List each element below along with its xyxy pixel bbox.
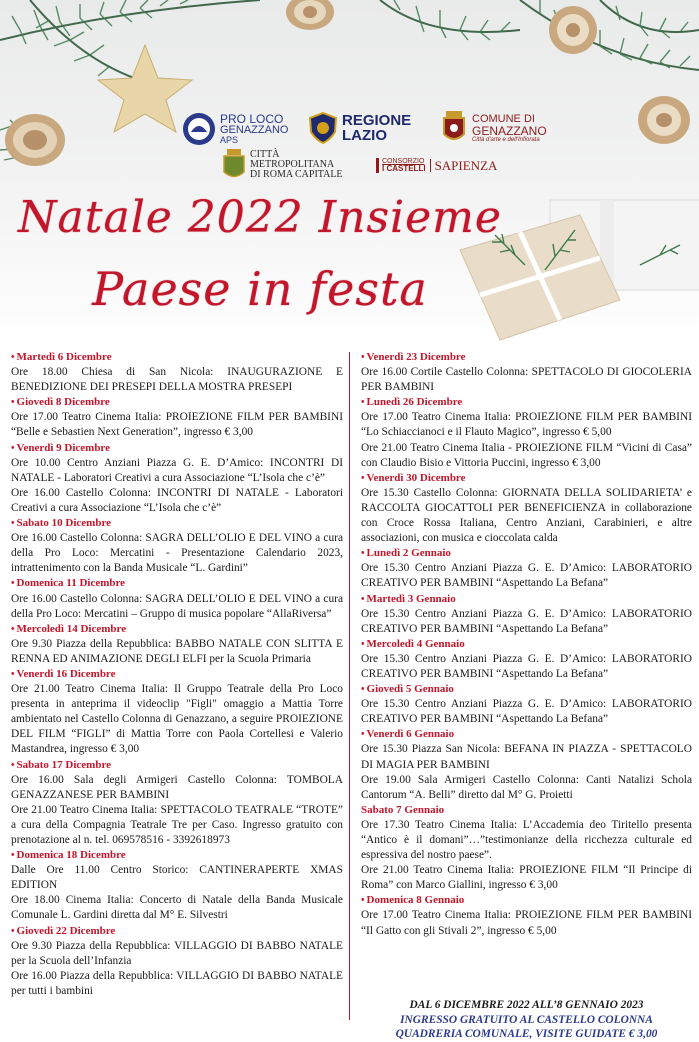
day-heading xyxy=(361,350,692,365)
day-label: Mercoledì 14 Dicembre xyxy=(16,622,127,635)
citta-crest-icon xyxy=(222,148,246,182)
event-text: Ore 17.00 Teatro Cinema Italia: PROIEZIONE FILM PER BAMBINI “Belle e Sebastien Next Generation”, ingresso € 3,00 xyxy=(11,411,343,439)
comune-genazzano-logo xyxy=(440,110,547,146)
bullet-icon: • xyxy=(361,352,365,363)
day-label: Mercoledì 4 Gennaio xyxy=(366,637,465,650)
proloco-line1: PRO LOCO xyxy=(220,112,284,126)
event-text: Ore 16.00 Castello Colonna: INCONTRI DI NATALE - Laboratori Creativi a cura Associazione “L’Isola che c’è” xyxy=(11,486,343,514)
day-label: Venerdì 16 Dicembre xyxy=(16,667,116,680)
event-text: Ore 17.00 Teatro Cinema Italia: PROIEZIONE FILM PER BAMBINI “Il Gatto con gli Stivali 2”, ingresso € 5,00 xyxy=(361,909,692,937)
day-heading xyxy=(361,893,692,908)
comune-line2: GENAZZANO xyxy=(472,123,547,138)
regione-shield-icon xyxy=(308,112,338,144)
bullet-icon: • xyxy=(11,925,15,937)
event-text: Ore 9.30 Piazza della Repubblica: VILLAGGIO DI BABBO NATALE per la Scuola dell’Infanzia xyxy=(11,939,343,967)
day-heading xyxy=(361,682,692,697)
footer-free-entry: INGRESSO GRATUITO AL CASTELLO COLONNA xyxy=(400,1013,653,1026)
event-text: Ore 21.00 Teatro Cinema Italia: SPETTACOLO TEATRALE “TROTE” a cura della Compagnia Teatrale Tre per Caso. Ingresso gratuito con prenotazione al n. tel. 069578516 - 3392618973 xyxy=(11,803,343,846)
bullet-icon: • xyxy=(361,729,365,741)
day-heading xyxy=(11,848,343,863)
bullet-icon: • xyxy=(361,593,365,605)
bullet-icon: • xyxy=(11,397,15,409)
citta-line2: METROPOLITANA xyxy=(250,159,335,170)
day-label: Martedì 6 Dicembre xyxy=(16,351,112,363)
event-text: Ore 15.30 Centro Anziani Piazza G. E. D’Amico: LABORATORIO CREATIVO PER BAMBINI “Aspettando La Befana” xyxy=(361,698,692,726)
day-heading xyxy=(11,924,343,939)
program-column-left xyxy=(11,350,343,999)
event-text: Ore 19.00 Sala Armigeri Castello Colonna: Canti Natalizi Schola Cantorum “A. Belli” diretto dal M° G. Proietti xyxy=(361,773,692,801)
day-label: Giovedì 22 Dicembre xyxy=(16,924,116,937)
bullet-icon: • xyxy=(11,352,15,363)
bullet-icon: • xyxy=(11,623,15,635)
event-text: Ore 17.00 Teatro Cinema Italia: PROIEZIONE FILM PER BAMBINI “Lo Schiaccianoci e il Flauto Magico”, ingresso € 5,00 xyxy=(361,411,692,439)
bullet-icon: • xyxy=(361,895,365,907)
day-label: Martedì 3 Gennaio xyxy=(366,592,456,605)
bullet-icon: • xyxy=(11,578,15,590)
event-text: Ore 15.30 Centro Anziani Piazza G. E. D’Amico: LABORATORIO CREATIVO PER BAMBINI “Aspettando La Befana” xyxy=(361,652,692,680)
day-label: Giovedì 8 Dicembre xyxy=(16,396,110,409)
title-line2: Paese in festa xyxy=(92,262,428,316)
day-label: Giovedì 5 Gennaio xyxy=(366,683,454,696)
event-text: Ore 16.00 Castello Colonna: SAGRA DELL’OLIO E DEL VINO a cura della Pro Loco: Mercatini – Gruppo di musica popolare “AllaRiversa” xyxy=(11,592,343,620)
event-text: Ore 18.00 Cinema Italia: Concerto di Natale della Banda Musicale Comunale L. Gardini diretta dal M° E. Silvestri xyxy=(11,894,343,922)
day-label: Sabato 7 Gennaio xyxy=(361,803,445,816)
bullet-icon: • xyxy=(361,397,365,409)
event-text: Ore 18.00 Chiesa di San Nicola: INAUGURAZIONE E BENEDIZIONE DEI PRESEPI DELLA MOSTRA PRESEPI xyxy=(11,366,343,394)
day-heading xyxy=(11,758,343,773)
day-label: Venerdì 9 Dicembre xyxy=(16,441,110,454)
day-heading xyxy=(11,622,343,637)
day-heading xyxy=(361,395,692,410)
regione-line1: REGIONE xyxy=(342,112,412,129)
day-label: Venerdì 6 Gennaio xyxy=(366,728,455,741)
bullet-icon: • xyxy=(361,472,365,484)
bullet-icon: • xyxy=(11,668,15,680)
regione-lazio-logo xyxy=(308,112,411,144)
day-heading xyxy=(11,350,343,365)
event-text: Ore 9.30 Piazza della Repubblica: BABBO NATALE CON SLITTA E RENNA ED ANIMAZIONE DEGLI ELFI per la Scuola Primaria xyxy=(11,637,343,665)
sapienza-label: SAPIENZA xyxy=(430,159,498,172)
event-text: Ore 17.30 Teatro Cinema Italia: L’Accademia deo Tiritello presenta “Antico è il domani”…”testimonianze della ricchezza culturale ed espressiva del nostro paese”. xyxy=(361,818,692,862)
event-text: Ore 21.00 Teatro Cinema Italia: PROIEZIONE FILM “Il Principe di Roma” con Marco Giallini, ingresso € 3,00 xyxy=(361,864,692,892)
event-text: Ore 16.00 Sala degli Armigeri Castello Colonna: TOMBOLA GENAZZANESE PER BAMBINI xyxy=(11,773,343,801)
bullet-icon: • xyxy=(11,518,15,530)
footer-dates: DAL 6 DICEMBRE 2022 ALL’8 GENNAIO 2023 xyxy=(409,999,644,1011)
day-label: Venerdì 23 Dicembre xyxy=(366,351,466,363)
day-heading xyxy=(361,637,692,652)
event-text: Ore 16.00 Cortile Castello Colonna: SPETTACOLO DI GIOCOLERIA PER BAMBINI xyxy=(361,366,692,394)
title-line1: Natale 2022 Insieme xyxy=(18,192,502,243)
day-label: Sabato 17 Dicembre xyxy=(16,758,112,771)
day-heading xyxy=(361,471,692,486)
day-label: Domenica 18 Dicembre xyxy=(16,849,126,862)
day-heading xyxy=(11,576,343,591)
bullet-icon: • xyxy=(361,684,365,696)
bullet-icon: • xyxy=(361,638,365,650)
event-text: Ore 21.00 Teatro Cinema Italia: Il Gruppo Teatrale della Pro Loco presenta in anteprima il videoclip "Figli" omaggio a Mattia Torre ambientato nel Castello Colonna di Genazzano, a seguire PROIEZIONE DEL FILM “FIGLI” di Mattia Torre con Paola Cortellesi e Valerio Mastandrea, ingresso € 3,00 xyxy=(11,683,343,756)
day-heading xyxy=(11,395,343,410)
event-text: Ore 10.00 Centro Anziani Piazza G. E. D’Amico: INCONTRI DI NATALE - Laboratori Creativi a cura Associazione “L’Isola che c’è” xyxy=(11,456,343,484)
day-heading xyxy=(11,441,343,456)
day-heading xyxy=(11,516,343,531)
citta-metropolitana-logo xyxy=(222,148,343,182)
day-label: Venerdì 30 Dicembre xyxy=(366,471,466,484)
day-heading xyxy=(361,803,692,818)
citta-line3: DI ROMA CAPITALE xyxy=(250,169,343,180)
day-heading xyxy=(11,667,343,682)
event-text: Ore 16.00 Castello Colonna: SAGRA DELL’OLIO E DEL VINO a cura della Pro Loco: Mercatini - Presentazione Calendario 2023, intrattenimento con la Banda Musicale “L. Gardini” xyxy=(11,532,343,575)
bullet-icon: • xyxy=(11,442,15,454)
bullet-icon: • xyxy=(361,548,365,560)
event-text: Ore 21.00 Teatro Cinema Italia - PROIEZIONE FILM “Vicini di Casa” con Claudio Bisio e Vittoria Puccini, ingresso € 3,00 xyxy=(361,441,692,469)
day-heading xyxy=(361,546,692,561)
comune-line3: Città d'arte e dell'Infiorata xyxy=(472,136,540,143)
comune-crest-icon xyxy=(440,110,468,146)
regione-line2: LAZIO xyxy=(342,127,387,144)
proloco-logo xyxy=(182,112,288,146)
event-text: Dalle Ore 11.00 Centro Storico: CANTINERAPERTE XMAS EDITION xyxy=(11,864,343,892)
footer-guided-tours: QUADRERIA COMUNALE, VISITE GUIDATE € 3,00 xyxy=(395,1028,658,1040)
day-label: Sabato 10 Dicembre xyxy=(16,517,112,530)
proloco-emblem-icon xyxy=(182,112,216,146)
bullet-icon: • xyxy=(11,759,15,771)
column-divider xyxy=(349,352,350,1020)
day-label: Domenica 11 Dicembre xyxy=(16,577,126,590)
day-heading xyxy=(361,727,692,742)
day-heading xyxy=(361,592,692,607)
consorzio-line1: CONSORZIO xyxy=(382,158,425,165)
proloco-line2: GENAZZANO xyxy=(220,124,289,136)
program-column-right xyxy=(361,350,692,939)
citta-line1: CITTÀ xyxy=(250,149,280,160)
header-banner xyxy=(0,0,699,345)
event-text: Ore 15.30 Piazza San Nicola: BEFANA IN PIAZZA - SPETTACOLO DI MAGIA PER BAMBINI xyxy=(361,743,692,771)
event-text: Ore 15.30 Castello Colonna: GIORNATA DELLA SOLIDARIETA’ e RACCOLTA GIOCATTOLI PER BENEFICIENZA in collaborazione con Croce Rossa Italiana, Centro Anziani, Carabinieri, e altre associazioni, con musica e cioccolata calda xyxy=(361,486,692,545)
proloco-line3: APS xyxy=(220,135,239,145)
day-label: Lunedì 26 Dicembre xyxy=(366,396,463,409)
bullet-icon: • xyxy=(11,850,15,862)
day-label: Lunedì 2 Gennaio xyxy=(366,547,451,560)
comune-line1: COMUNE DI xyxy=(472,112,535,125)
event-text: Ore 15.30 Centro Anziani Piazza G. E. D’Amico: LABORATORIO CREATIVO PER BAMBINI “Aspettando La Befana” xyxy=(361,607,692,635)
event-text: Ore 16.00 Piazza della Repubblica: VILLAGGIO DI BABBO NATALE per tutti i bambini xyxy=(11,969,343,997)
consorzio-line2: I CASTELLI xyxy=(382,164,426,173)
event-text: Ore 15.30 Centro Anziani Piazza G. E. D’Amico: LABORATORIO CREATIVO PER BAMBINI “Aspettando La Befana” xyxy=(361,562,692,590)
day-label: Domenica 8 Gennaio xyxy=(366,894,465,907)
